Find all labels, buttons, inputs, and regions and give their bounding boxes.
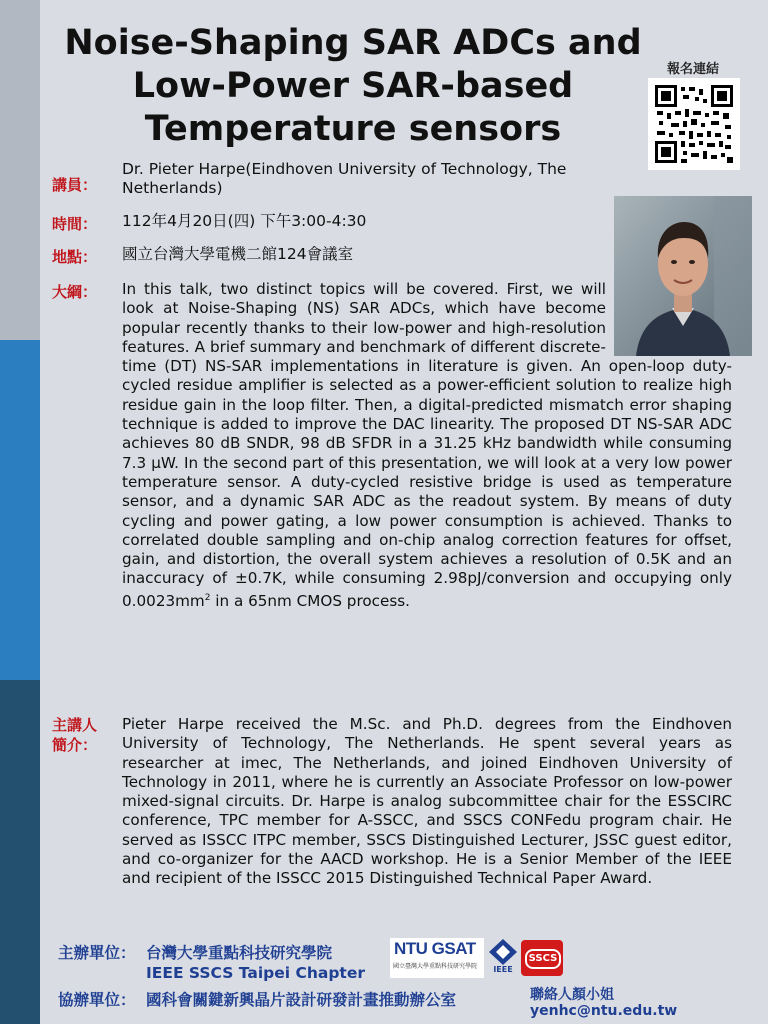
time-label: 時間：	[52, 215, 98, 233]
bio-label-line-2: 簡介：	[52, 736, 98, 754]
qr-code-graphic	[655, 85, 733, 163]
place-value: 國立台灣大學電機二館124會議室	[122, 245, 354, 263]
bio-label	[52, 715, 97, 755]
abstract-text	[122, 280, 732, 611]
time-value: 112年4月20日(四) 下午3:00-4:30	[122, 212, 367, 230]
abstract-label: 大綱：	[52, 283, 98, 301]
ntu-gsat-logo-subtext: 國立臺灣大學重點科技研究學院	[393, 963, 478, 970]
contact-email[interactable]: yenhc@ntu.edu.tw	[530, 1003, 678, 1019]
place-label: 地點：	[52, 248, 98, 266]
poster-title	[48, 22, 658, 151]
ntu-gsat-logo-text: NTU GSAT	[394, 939, 476, 958]
cohost-label: 協辦單位：	[58, 991, 136, 1009]
photo-float-spacer	[606, 280, 732, 356]
title-line-3: Temperature sensors	[144, 109, 562, 149]
host-org-2: IEEE SSCS Taipei Chapter	[146, 964, 365, 982]
bio-label-line-1: 主講人	[52, 716, 98, 734]
cohost-org: 國科會關鍵新興晶片設計研發計畫推動辦公室	[146, 991, 457, 1009]
side-stripe-gray	[0, 0, 40, 340]
sscs-logo	[521, 940, 563, 976]
ntu-gsat-logo	[390, 938, 484, 978]
side-stripe-navy	[0, 680, 40, 1024]
ieee-diamond-icon	[488, 938, 518, 966]
bio-text: Pieter Harpe received the M.Sc. and Ph.D. degrees from the Eindhoven University of Technology, The Netherlands. He spent several years as researcher at imec, The Netherlands, and joined Eindhoven University of Technology in 2011, where he is currently an Associate Professor on low-power mixed-signal circuits. Dr. Harpe is analog subcommittee chair for the ESSCIRC conference, TPC member for A-SSCC, and SSCS CONFedu program chair. He served as ISSCC ITPC member, SSCS Distinguished Lecturer, JSSC guest editor, and co-organizer for the AACD workshop. He is a Senior Member of the IEEE and recipient of the ISSCC 2015 Distinguished Technical Paper Award.	[122, 715, 732, 888]
speaker-label: 講員：	[52, 176, 98, 194]
host-org-1: 台灣大學重點科技研究學院	[146, 944, 333, 962]
organizer-logos	[390, 938, 566, 978]
sscs-logo-text: SSCS	[525, 949, 561, 969]
contact-person: 聯絡人顏小姐	[530, 987, 614, 1003]
ieee-logo	[488, 938, 518, 978]
abstract-superscript: 2	[204, 592, 211, 603]
abstract-body: In this talk, two distinct topics will be covered. First, we will look at Noise-Shaping (NS) SAR ADCs, which have become popular recently thanks to their low-power and high-resolution features. A brief summary and benchmark of different discrete-time (DT) NS-SAR implementations in literature is given. An open-loop duty-cycled residue amplifier is selected as a power-efficient solution to realize high residue gain in the loop filter. Then, a digital-predicted mismatch error shaping technique is added to improve the DAC linearity. The proposed DT NS-SAR ADC achieves 80 dB SNDR, 98 dB SFDR in a 31.25 kHz bandwidth while consuming 7.3 µW. In the second part of this presentation, we will look at a very low power temperature sensor. A duty-cycled resistive bridge is used as temperature sensor, and a dynamic SAR ADC as the readout system. By means of duty cycling and power gating, a low power consumption is achieved. Thanks to correlated double sampling and on-chip analog correction features for offset, gain, and distortion, the overall system achieves a resolution of 0.5K and an inaccuracy of ±0.7K, while consuming 2.98pJ/conversion and occupying only 0.0023mm	[122, 280, 732, 610]
host-label: 主辦單位：	[58, 944, 136, 962]
qr-code-icon[interactable]	[648, 78, 740, 170]
title-line-2: Low-Power SAR-based	[132, 66, 574, 106]
title-line-1: Noise-Shaping SAR ADCs and	[64, 23, 642, 63]
side-stripe-blue	[0, 340, 40, 680]
speaker-value: Dr. Pieter Harpe(Eindhoven University of Technology, The Netherlands)	[122, 160, 567, 197]
abstract-body-end: in a 65nm CMOS process.	[210, 591, 410, 610]
registration-label: 報名連結	[666, 62, 719, 77]
ieee-logo-text: IEEE	[493, 965, 513, 974]
